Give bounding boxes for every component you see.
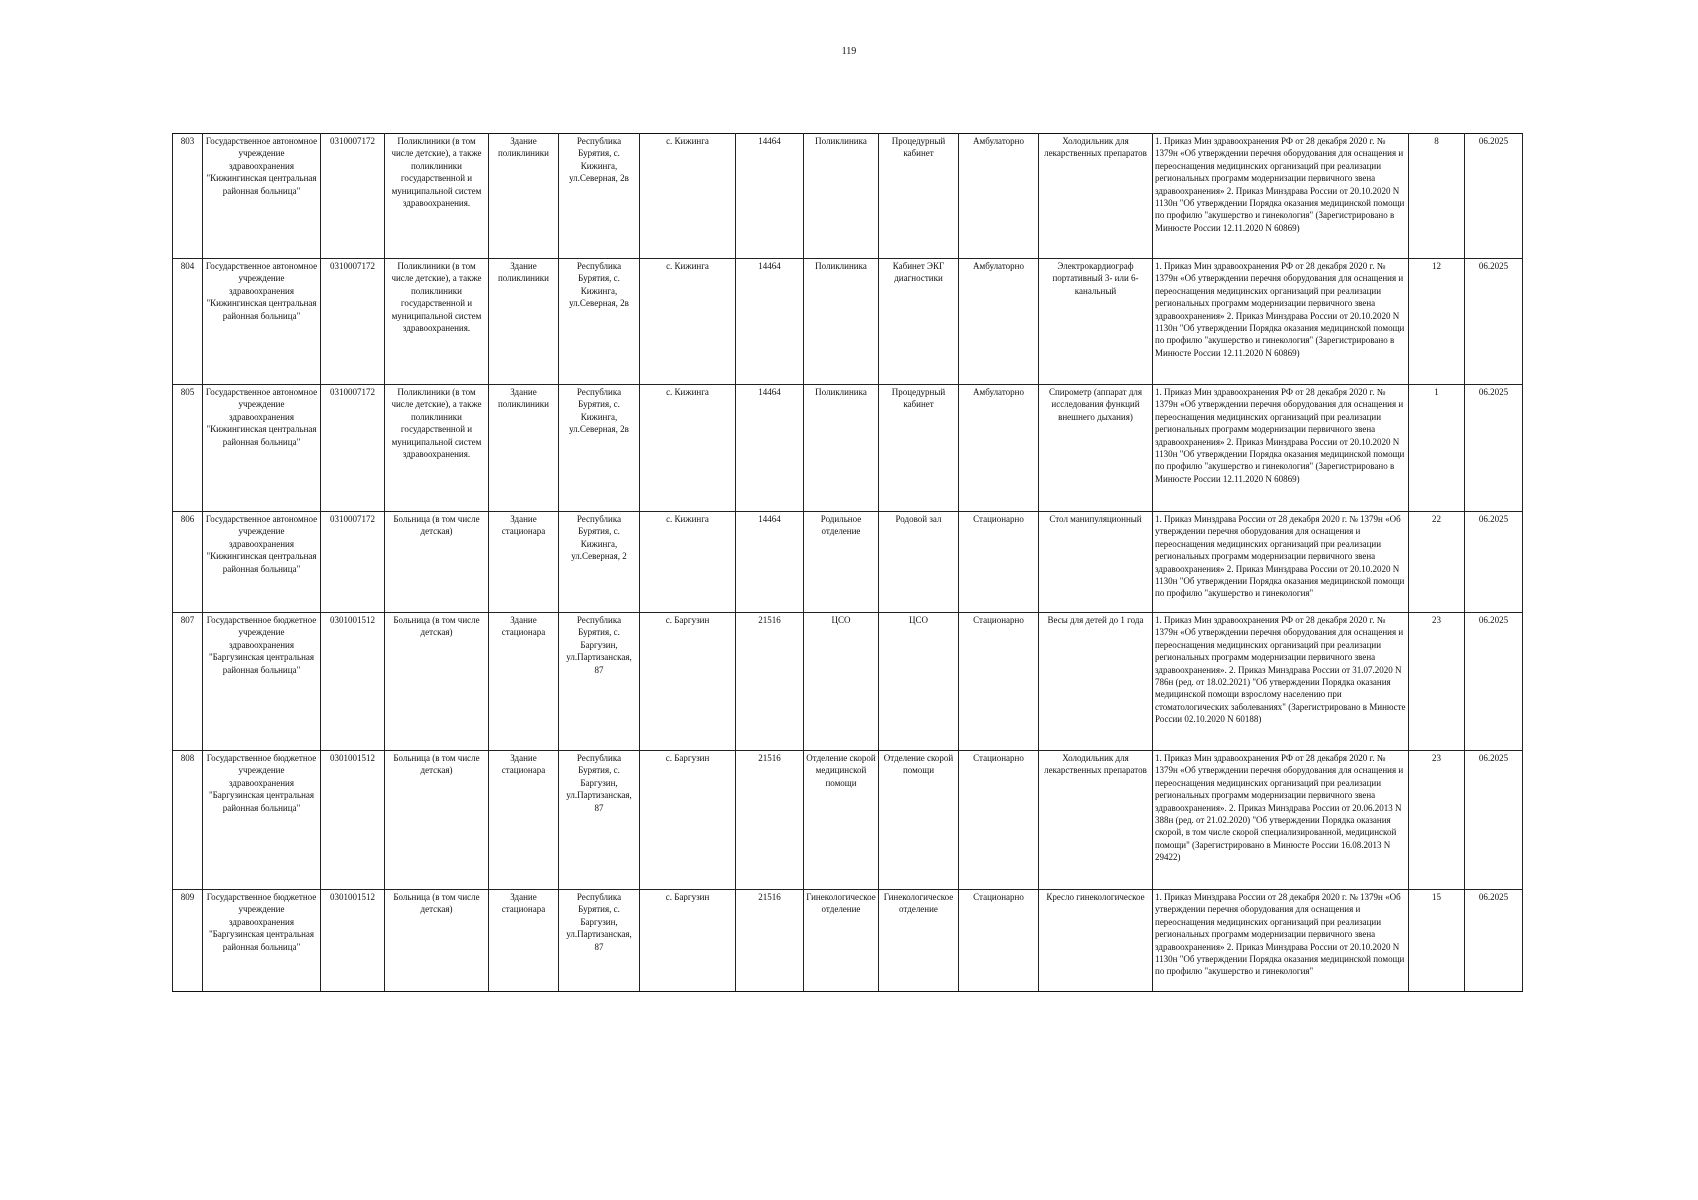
facility-type-cell: Больница (в том числе детская)	[385, 512, 489, 613]
building-cell: Здание стационара	[489, 613, 559, 751]
care-form-cell: Амбулаторно	[959, 259, 1039, 385]
facility-type-cell: Поликлиники (в том числе детские), а также поликлиники государственной и муниципальной систем здравоохранения.	[385, 134, 489, 259]
locality-cell: с. Кижинга	[640, 134, 736, 259]
care-form-cell: Стационарно	[959, 751, 1039, 890]
facility-type-cell: Больница (в том числе детская)	[385, 890, 489, 992]
care-form-cell: Стационарно	[959, 890, 1039, 992]
org-code-cell: 0310007172	[321, 134, 385, 259]
quantity-cell: 8	[1409, 134, 1465, 259]
locality-cell: с. Баргузин	[640, 890, 736, 992]
department-cell: Гинекологическое отделение	[804, 890, 879, 992]
organization-cell: Государственное бюджетное учреждение здравоохранения "Баргузинская центральная районная больница"	[203, 890, 321, 992]
quantity-cell: 22	[1409, 512, 1465, 613]
legal-basis-cell: 1. Приказ Мин здравоохранения РФ от 28 декабря 2020 г. № 1379н «Об утверждении перечня оборудования для оснащения и переоснащения медицинских организаций при реализации региональных программ модернизации первичного звена здравоохранения» 2. Приказ Минздрава России от 20.10.2020 N 1130н "Об утверждении Порядка оказания медицинской помощи по профилю "акушерство и гинекология" (Зарегистрировано в Минюсте России 12.11.2020 N 60869)	[1153, 134, 1409, 259]
legal-basis-cell: 1. Приказ Мин здравоохранения РФ от 28 декабря 2020 г. № 1379н «Об утверждении перечня оборудования для оснащения и переоснащения медицинских организаций при реализации региональных программ модернизации первичного звена здравоохранения» 2. Приказ Минздрава России от 20.10.2020 N 1130н "Об утверждении Порядка оказания медицинской помощи по профилю "акушерство и гинекология" (Зарегистрировано в Минюсте России 12.11.2020 N 60869)	[1153, 259, 1409, 385]
row-number-cell: 805	[173, 385, 203, 512]
equipment-cell: Холодильник для лекарственных препаратов	[1039, 751, 1153, 890]
care-form-cell: Амбулаторно	[959, 134, 1039, 259]
table-row	[173, 751, 1523, 890]
room-cell: Процедурный кабинет	[879, 134, 959, 259]
department-cell: Поликлиника	[804, 134, 879, 259]
locality-cell: с. Баргузин	[640, 613, 736, 751]
table-body	[173, 134, 1523, 992]
population-cell: 21516	[736, 613, 804, 751]
quantity-cell: 1	[1409, 385, 1465, 512]
row-number-cell: 807	[173, 613, 203, 751]
date-cell: 06.2025	[1465, 751, 1523, 890]
quantity-cell: 23	[1409, 751, 1465, 890]
row-number-cell: 803	[173, 134, 203, 259]
table-row	[173, 512, 1523, 613]
organization-cell: Государственное бюджетное учреждение здравоохранения "Баргузинская центральная районная больница"	[203, 613, 321, 751]
org-code-cell: 0301001512	[321, 613, 385, 751]
population-cell: 14464	[736, 134, 804, 259]
address-cell: Республика Бурятия, с. Баргузин, ул.Партизанская, 87	[559, 613, 640, 751]
legal-basis-cell: 1. Приказ Мин здравоохранения РФ от 28 декабря 2020 г. № 1379н «Об утверждении перечня оборудования для оснащения и переоснащения медицинских организаций при реализации региональных программ модернизации первичного звена здравоохранения» 2. Приказ Минздрава России от 20.10.2020 N 1130н "Об утверждении Порядка оказания медицинской помощи по профилю "акушерство и гинекология" (Зарегистрировано в Минюсте России 12.11.2020 N 60869)	[1153, 385, 1409, 512]
equipment-cell: Электрокардиограф портативный 3- или 6-канальный	[1039, 259, 1153, 385]
locality-cell: с. Кижинга	[640, 512, 736, 613]
department-cell: Поликлиника	[804, 385, 879, 512]
quantity-cell: 12	[1409, 259, 1465, 385]
address-cell: Республика Бурятия, с. Кижинга, ул.Северная, 2в	[559, 385, 640, 512]
facility-type-cell: Поликлиники (в том числе детские), а также поликлиники государственной и муниципальной систем здравоохранения.	[385, 259, 489, 385]
building-cell: Здание стационара	[489, 890, 559, 992]
room-cell: Родовой зал	[879, 512, 959, 613]
row-number-cell: 809	[173, 890, 203, 992]
legal-basis-cell: 1. Приказ Минздрава России от 28 декабря 2020 г. № 1379н «Об утверждении перечня оборудования для оснащения и переоснащения медицинских организаций при реализации региональных программ модернизации первичного звена здравоохранения» 2. Приказ Минздрава России от 20.10.2020 N 1130н "Об утверждении Порядка оказания медицинской помощи по профилю "акушерство и гинекология"	[1153, 512, 1409, 613]
legal-basis-cell: 1. Приказ Мин здравоохранения РФ от 28 декабря 2020 г. № 1379н «Об утверждении перечня оборудования для оснащения и переоснащения медицинских организаций при реализации региональных программ модернизации первичного звена здравоохранения». 2. Приказ Минздрава России от 20.06.2013 N 388н (ред. от 21.02.2020) "Об утверждении Порядка оказания скорой, в том числе скорой специализированной, медицинской помощи" (Зарегистрировано в Минюсте России 16.08.2013 N 29422)	[1153, 751, 1409, 890]
quantity-cell: 23	[1409, 613, 1465, 751]
facility-type-cell: Больница (в том числе детская)	[385, 751, 489, 890]
equipment-cell: Холодильник для лекарственных препаратов	[1039, 134, 1153, 259]
address-cell: Республика Бурятия, с. Кижинга, ул.Северная, 2	[559, 512, 640, 613]
room-cell: Гинекологическое отделение	[879, 890, 959, 992]
date-cell: 06.2025	[1465, 613, 1523, 751]
population-cell: 14464	[736, 259, 804, 385]
building-cell: Здание поликлиники	[489, 385, 559, 512]
locality-cell: с. Кижинга	[640, 385, 736, 512]
population-cell: 14464	[736, 385, 804, 512]
org-code-cell: 0310007172	[321, 259, 385, 385]
page-number: 119	[841, 46, 857, 57]
department-cell: ЦСО	[804, 613, 879, 751]
equipment-cell: Стол манипуляционный	[1039, 512, 1153, 613]
row-number-cell: 804	[173, 259, 203, 385]
organization-cell: Государственное автономное учреждение здравоохранения "Кижингинская центральная районная больница"	[203, 259, 321, 385]
equipment-cell: Спирометр (аппарат для исследования функций внешнего дыхания)	[1039, 385, 1153, 512]
equipment-cell: Весы для детей до 1 года	[1039, 613, 1153, 751]
locality-cell: с. Баргузин	[640, 751, 736, 890]
date-cell: 06.2025	[1465, 890, 1523, 992]
equipment-register-table	[172, 133, 1523, 992]
address-cell: Республика Бурятия, с. Кижинга, ул.Северная, 2в	[559, 134, 640, 259]
population-cell: 21516	[736, 751, 804, 890]
organization-cell: Государственное автономное учреждение здравоохранения "Кижингинская центральная районная больница"	[203, 134, 321, 259]
population-cell: 14464	[736, 512, 804, 613]
table-row	[173, 134, 1523, 259]
facility-type-cell: Поликлиники (в том числе детские), а также поликлиники государственной и муниципальной систем здравоохранения.	[385, 385, 489, 512]
row-number-cell: 808	[173, 751, 203, 890]
date-cell: 06.2025	[1465, 134, 1523, 259]
building-cell: Здание стационара	[489, 751, 559, 890]
care-form-cell: Стационарно	[959, 512, 1039, 613]
organization-cell: Государственное бюджетное учреждение здравоохранения "Баргузинская центральная районная больница"	[203, 751, 321, 890]
population-cell: 21516	[736, 890, 804, 992]
table-row	[173, 385, 1523, 512]
department-cell: Отделение скорой медицинской помощи	[804, 751, 879, 890]
room-cell: Процедурный кабинет	[879, 385, 959, 512]
row-number-cell: 806	[173, 512, 203, 613]
table-row	[173, 890, 1523, 992]
organization-cell: Государственное автономное учреждение здравоохранения "Кижингинская центральная районная больница"	[203, 512, 321, 613]
org-code-cell: 0301001512	[321, 890, 385, 992]
quantity-cell: 15	[1409, 890, 1465, 992]
department-cell: Родильное отделение	[804, 512, 879, 613]
org-code-cell: 0310007172	[321, 385, 385, 512]
room-cell: ЦСО	[879, 613, 959, 751]
department-cell: Поликлиника	[804, 259, 879, 385]
care-form-cell: Стационарно	[959, 613, 1039, 751]
date-cell: 06.2025	[1465, 512, 1523, 613]
building-cell: Здание стационара	[489, 512, 559, 613]
building-cell: Здание поликлиники	[489, 259, 559, 385]
building-cell: Здание поликлиники	[489, 134, 559, 259]
legal-basis-cell: 1. Приказ Мин здравоохранения РФ от 28 декабря 2020 г. № 1379н «Об утверждении перечня оборудования для оснащения и переоснащения медицинских организаций при реализации региональных программ модернизации первичного звена здравоохранения». 2. Приказ Минздрава России от 31.07.2020 N 786н (ред. от 18.02.2021) "Об утверждении Порядка оказания медицинской помощи взрослому населению при стоматологических заболеваниях" (Зарегистрировано в Минюсте России 02.10.2020 N 60188)	[1153, 613, 1409, 751]
address-cell: Республика Бурятия, с. Баргузин, ул.Партизанская, 87	[559, 890, 640, 992]
table-row	[173, 613, 1523, 751]
address-cell: Республика Бурятия, с. Кижинга, ул.Северная, 2в	[559, 259, 640, 385]
equipment-cell: Кресло гинекологическое	[1039, 890, 1153, 992]
org-code-cell: 0310007172	[321, 512, 385, 613]
facility-type-cell: Больница (в том числе детская)	[385, 613, 489, 751]
room-cell: Кабинет ЭКГ диагностики	[879, 259, 959, 385]
address-cell: Республика Бурятия, с. Баргузин, ул.Партизанская, 87	[559, 751, 640, 890]
legal-basis-cell: 1. Приказ Минздрава России от 28 декабря 2020 г. № 1379н «Об утверждении перечня оборудования для оснащения и переоснащения медицинских организаций при реализации региональных программ модернизации первичного звена здравоохранения» 2. Приказ Минздрава России от 20.10.2020 N 1130н "Об утверждении Порядка оказания медицинской помощи по профилю "акушерство и гинекология"	[1153, 890, 1409, 992]
org-code-cell: 0301001512	[321, 751, 385, 890]
organization-cell: Государственное автономное учреждение здравоохранения "Кижингинская центральная районная больница"	[203, 385, 321, 512]
date-cell: 06.2025	[1465, 385, 1523, 512]
room-cell: Отделение скорой помощи	[879, 751, 959, 890]
date-cell: 06.2025	[1465, 259, 1523, 385]
locality-cell: с. Кижинга	[640, 259, 736, 385]
care-form-cell: Амбулаторно	[959, 385, 1039, 512]
table-row	[173, 259, 1523, 385]
